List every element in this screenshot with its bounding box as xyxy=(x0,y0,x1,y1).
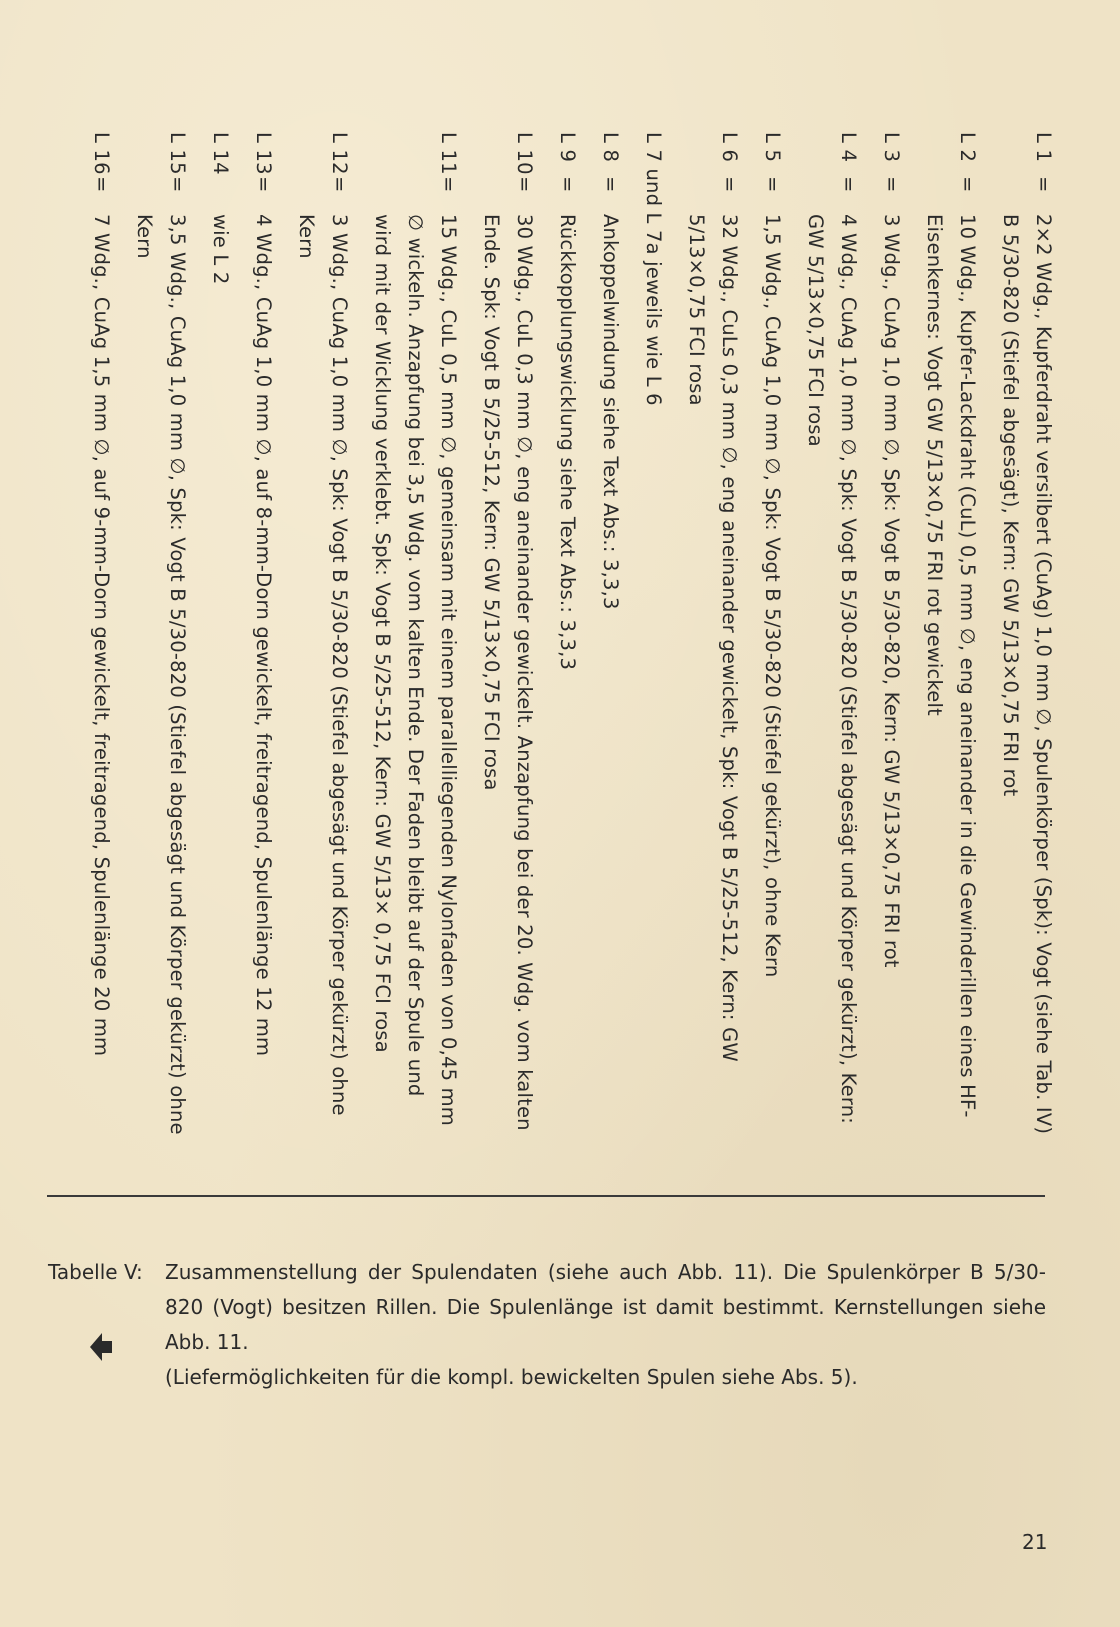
coil-label: L 5 xyxy=(761,132,784,163)
table-row xyxy=(475,132,541,1142)
coil-description: wie L 2 xyxy=(209,214,232,285)
coil-description: 3 Wdg., CuAg 1,0 mm ∅, Spk: Vogt B 5/30-820, Kern: GW 5/13×0,75 FRI rot xyxy=(880,214,903,968)
arrow-left-icon xyxy=(90,1331,114,1363)
table-row xyxy=(756,132,789,1142)
coil-label: L 9 xyxy=(556,132,579,163)
coil-label: L 16 xyxy=(90,132,113,175)
coil-description: 3 Wdg., CuAg 1,0 mm ∅, Spk: Vogt B 5/30-820 (Stiefel abgesägt und Körper gekürzt) ohne Kern xyxy=(295,214,351,1116)
coil-label: L 1 xyxy=(1032,132,1055,163)
coil-description: 7 Wdg., CuAg 1,5 mm ∅, auf 9-mm-Dorn gewickelt, freitragend, Spulenlänge 20 mm xyxy=(90,214,113,1057)
coil-label: L 3 xyxy=(880,132,903,163)
coil-description: 15 Wdg., CuL 0,5 mm ∅, gemeinsam mit einem parallelliegenden Nylonfaden von 0,45 mm ∅ wickeln. Anzapfung bei 3,5 Wdg. vom kalten Ende. Der Faden bleibt auf der Spule und wird mit der Wicklung verklebt. Spk: Vogt B 5/25-512, Kern: GW 5/13× 0,75 FCI rosa xyxy=(371,214,460,1126)
coil-label: L 13 xyxy=(252,132,275,175)
equals-sign: = xyxy=(956,176,979,193)
coil-label: L 15 xyxy=(166,132,189,175)
equals-sign: = xyxy=(513,176,536,193)
equals-sign: = xyxy=(1032,176,1055,193)
table-row xyxy=(594,132,627,1142)
caption-text: Zusammenstellung der Spulendaten (siehe auch Abb. 11). Die Spulenkörper B 5/30-820 (Vogt) besitzen Rillen. Die Spulenlänge ist damit bestimmt. Kernstellungen siehe Abb. 11. xyxy=(165,1260,1046,1354)
coil-description: 4 Wdg., CuAg 1,0 mm ∅, auf 8-mm-Dorn gewickelt, freitragend, Spulenlänge 12 mm xyxy=(252,214,275,1057)
coil-label: L 8 xyxy=(599,132,622,163)
table-row xyxy=(551,132,584,1142)
coil-description: 30 Wdg., CuL 0,3 mm ∅, eng aneinander gewickelt. Anzapfung bei der 20. Wdg. vom kalten Ende. Spk: Vogt B 5/25-512, Kern: GW 5/13×0,75 FCI rosa xyxy=(480,214,536,1131)
table-row xyxy=(994,132,1060,1142)
coil-description: Rückkopplungswicklung siehe Text Abs.: 3,3,3 xyxy=(556,214,579,671)
coil-description: 4 Wdg., CuAg 1,0 mm ∅, Spk: Vogt B 5/30-820 (Stiefel abgesägt und Körper gekürzt), Kern: GW 5/13×0,75 FCI rosa xyxy=(804,214,860,1125)
table-row xyxy=(128,132,194,1142)
table-row xyxy=(366,132,465,1142)
caption-body xyxy=(165,1255,1046,1395)
equals-sign: = xyxy=(252,176,275,193)
table-row xyxy=(85,132,118,1142)
coil-label: L 14 xyxy=(209,132,232,175)
coil-description: Ankoppelwindung siehe Text Abs.: 3,3,3 xyxy=(599,214,622,610)
equals-sign: = xyxy=(90,176,113,193)
coil-description: 3,5 Wdg., CuAg 1,0 mm ∅, Spk: Vogt B 5/30-820 (Stiefel abgesägt und Körper gekürzt) ohne Kern xyxy=(133,214,189,1135)
coil-label: L 10 xyxy=(513,132,536,175)
coil-label: L 6 xyxy=(718,132,741,163)
equals-sign: = xyxy=(328,176,351,193)
page-number: 21 xyxy=(1022,1530,1048,1554)
equals-sign: = xyxy=(437,176,460,193)
equals-sign: = xyxy=(166,176,189,193)
coil-label: L 7 und L 7a jeweils wie L 6 xyxy=(642,132,665,406)
table-row xyxy=(290,132,356,1142)
coil-label: L 11 xyxy=(437,132,460,175)
equals-sign: = xyxy=(880,176,903,193)
coil-data-table xyxy=(60,132,1060,1142)
coil-description: 10 Wdg., Kupfer-Lackdraht (CuL) 0,5 mm ∅, eng aneinander in die Gewinderillen eines HF-Eisenkernes: Vogt GW 5/13×0,75 FRI rot gewickelt xyxy=(923,214,979,1118)
caption-label: Tabelle V: xyxy=(48,1260,143,1284)
table-row xyxy=(680,132,746,1142)
table-row xyxy=(799,132,865,1142)
table-row xyxy=(247,132,280,1142)
coil-description: 32 Wdg., CuLs 0,3 mm ∅, eng aneinander gewickelt, Spk: Vogt B 5/25-512, Kern: GW 5/13×0,75 FCI rosa xyxy=(685,214,741,1062)
caption-note: (Liefermöglichkeiten für die kompl. bewickelten Spulen siehe Abs. 5). xyxy=(165,1365,858,1389)
coil-label: L 4 xyxy=(837,132,860,163)
coil-description: 2×2 Wdg., Kupferdraht versilbert (CuAg) 1,0 mm ∅, Spulenkörper (Spk): Vogt (siehe Tab. IV) B 5/30-820 (Stiefel abgesägt), Kern: GW 5/13×0,75 FRI rot xyxy=(999,214,1055,1135)
table-divider xyxy=(47,1195,1045,1197)
table-row xyxy=(637,132,670,1142)
coil-label: L 12 xyxy=(328,132,351,175)
table-row xyxy=(204,132,237,1142)
equals-sign: = xyxy=(761,176,784,193)
coil-label: L 2 xyxy=(956,132,979,163)
equals-sign: = xyxy=(837,176,860,193)
equals-sign: = xyxy=(556,176,579,193)
equals-sign: = xyxy=(718,176,741,193)
table-row xyxy=(918,132,984,1142)
equals-sign: = xyxy=(599,176,622,193)
table-row xyxy=(875,132,908,1142)
coil-description: 1,5 Wdg., CuAg 1,0 mm ∅, Spk: Vogt B 5/30-820 (Stiefel gekürzt), ohne Kern xyxy=(761,214,784,978)
equals-sign xyxy=(204,176,237,214)
